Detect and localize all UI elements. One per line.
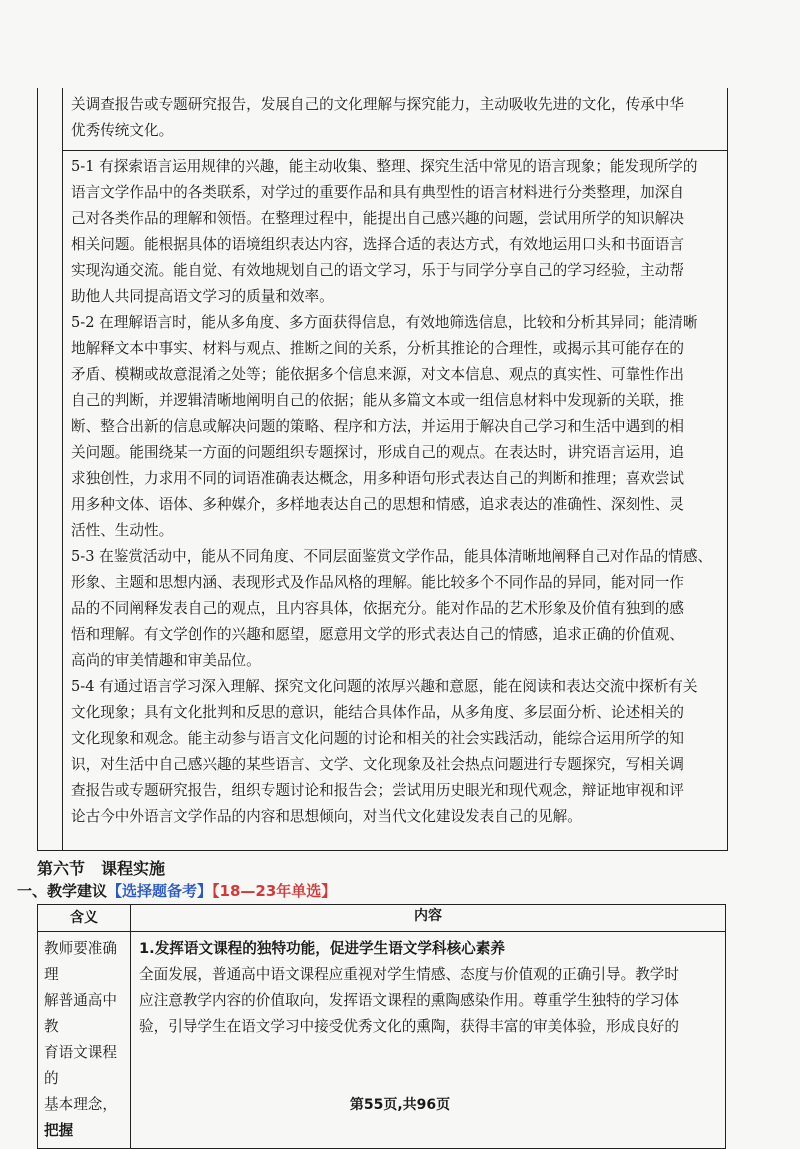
text-line: 用多种文体、语体、多种媒介，多样地表达自己的思想和情感，追求表达的准确性、深刻性、灵	[71, 496, 684, 513]
text-line: 实现沟通交流。能自觉、有效地规划自己的语文学习，乐于与同学分享自己的学习经验，主动帮	[71, 262, 684, 279]
text-line: 识，对生活中自己感兴趣的某些语言、文学、文化现象及社会热点问题进行专题探究，写相关调	[71, 756, 684, 773]
text-line: 矛盾、模糊或故意混淆之处等；能依据多个信息来源，对文本信息、观点的真实性、可靠性作出	[71, 366, 684, 383]
text-line: 解普通高中教	[44, 992, 117, 1035]
text-line: 论古今中外语言文学作品的内容和思想倾向，对当代文化建设发表自己的见解。	[71, 808, 582, 825]
text-line: 活性、生动性。	[71, 522, 174, 539]
text-line: 悟和理解。有文学创作的兴趣和愿望，愿意用文学的形式表达自己的情感，追求正确的价值观、	[71, 626, 684, 643]
row-divider	[62, 150, 727, 151]
column-divider	[62, 88, 63, 850]
standard-5-1	[71, 154, 717, 310]
text-line: 验，引导学生在语文学习中接受优秀文化的熏陶，获得丰富的审美体验，形成良好的	[139, 1018, 679, 1035]
text-line: 5-2 在理解语言时，能从多角度、多方面获得信息，有效地筛选信息，比较和分析其异同；能清晰	[71, 314, 698, 331]
text-line: 关问题。能围绕某一方面的问题组织专题探讨，形成自己的观点。在表达时，讲究语言运用，追	[71, 444, 684, 461]
text-line: 5-1 有探索语言运用规律的兴趣，能主动收集、整理、探究生活中常见的语言现象；能发现所学的	[71, 158, 698, 175]
text-line: 相关问题。能根据具体的语境组织表达内容，选择合适的表达方式，有效地运用口头和书面语言	[71, 236, 684, 253]
content-heading: 1.发挥语文课程的独特功能，促进学生语文学科核心素养	[139, 940, 505, 957]
section-title: 第六节 课程实施	[37, 859, 166, 878]
subsection-label: 一、教学建议	[17, 882, 108, 900]
standard-5-3	[71, 544, 717, 674]
page-number: 第55页,共96页	[349, 1097, 451, 1113]
standards-cell	[71, 154, 717, 830]
text-line: 查报告或专题研究报告，组织专题讨论和报告会；尝试用历史眼光和现代观念，辩证地审视和评	[71, 782, 684, 799]
text-line: 语言文学作品中的各类联系，对学过的重要作品和具有典型性的语言材料进行分类整理，加深自	[71, 184, 684, 201]
text-line: 品的不同阐释发表自己的观点，且内容具体，依据充分。能对作品的艺术形象及价值有独到的感	[71, 600, 684, 617]
text-line: 文化现象和观念。能主动参与语言文化问题的讨论和相关的社会实践活动，能综合运用所学的知	[71, 730, 684, 747]
header-content: 内容	[131, 905, 726, 932]
standard-5-4	[71, 674, 717, 830]
continuation-cell	[71, 92, 717, 144]
text-line: 教师要准确理	[44, 940, 117, 983]
text-line: 高尚的审美情趣和审美品位。	[71, 652, 261, 669]
upper-table	[37, 88, 728, 851]
header-meaning: 含义	[38, 905, 131, 932]
text-line: 形象、主题和思想内涵、表现形式及作品风格的理解。能比较多个不同作品的异同，能对同一作	[71, 574, 684, 591]
text-line: 5-3 在鉴赏活动中，能从不同角度、不同层面鉴赏文学作品，能具体清晰地阐释自己对作品的情感、	[71, 548, 713, 565]
bold-segment: 把握	[44, 1122, 74, 1139]
table-row	[38, 932, 726, 1149]
text-line: 5-4 有通过语言学习深入理解、探究文化问题的浓厚兴趣和意愿，能在阅读和表达交流中探析有关	[71, 678, 698, 695]
text-line: 应注意教学内容的价值取向，发挥语文课程的熏陶感染作用。尊重学生独特的学习体	[139, 992, 679, 1009]
text-line: 己对各类作品的理解和领悟。在整理过程中，能提出自己感兴趣的问题，尝试用所学的知识解决	[71, 210, 684, 227]
text-line: 关调查报告或专题研究报告，发展自己的文化理解与探究能力，主动吸收先进的文化，传承中华	[71, 96, 684, 113]
text-line: 地解释文本中事实、材料与观点、推断之间的关系，分析其推论的合理性，或揭示其可能存在的	[71, 340, 684, 357]
text-line: 断、整合出新的信息或解决问题的策略、程序和方法，并运用于解决自己学习和生活中遇到的相	[71, 418, 684, 435]
text-line: 优秀传统文化。	[71, 122, 174, 139]
text-line: 自己的判断，并逻辑清晰地阐明自己的依据；能从多篇文本或一组信息材料中发现新的关联，推	[71, 392, 684, 409]
content-cell	[131, 932, 726, 1149]
text-segment: 基本理念，	[44, 1096, 117, 1113]
text-line: 助他人共同提高语文学习的质量和效率。	[71, 288, 334, 305]
text-line: 育语文课程的	[44, 1044, 117, 1087]
years-tag: 【18—23年单选】	[212, 882, 337, 900]
text-line: 文化现象；具有文化批判和反思的意识，能结合具体作品，从多角度、多层面分析、论述相关的	[71, 704, 684, 721]
exam-tag: 【选择题备考】	[107, 882, 213, 900]
text-line: 全面发展，普通高中语文课程应重视对学生情感、态度与价值观的正确引导。教学时	[139, 966, 679, 983]
text-line: 求独创性，力求用不同的词语准确表达概念，用多种语句形式表达自己的判断和推理；喜欢尝试	[71, 470, 684, 487]
table-header-row	[38, 905, 726, 932]
subsection-title	[17, 880, 336, 901]
standard-5-2	[71, 310, 717, 544]
meaning-cell	[38, 932, 131, 1149]
